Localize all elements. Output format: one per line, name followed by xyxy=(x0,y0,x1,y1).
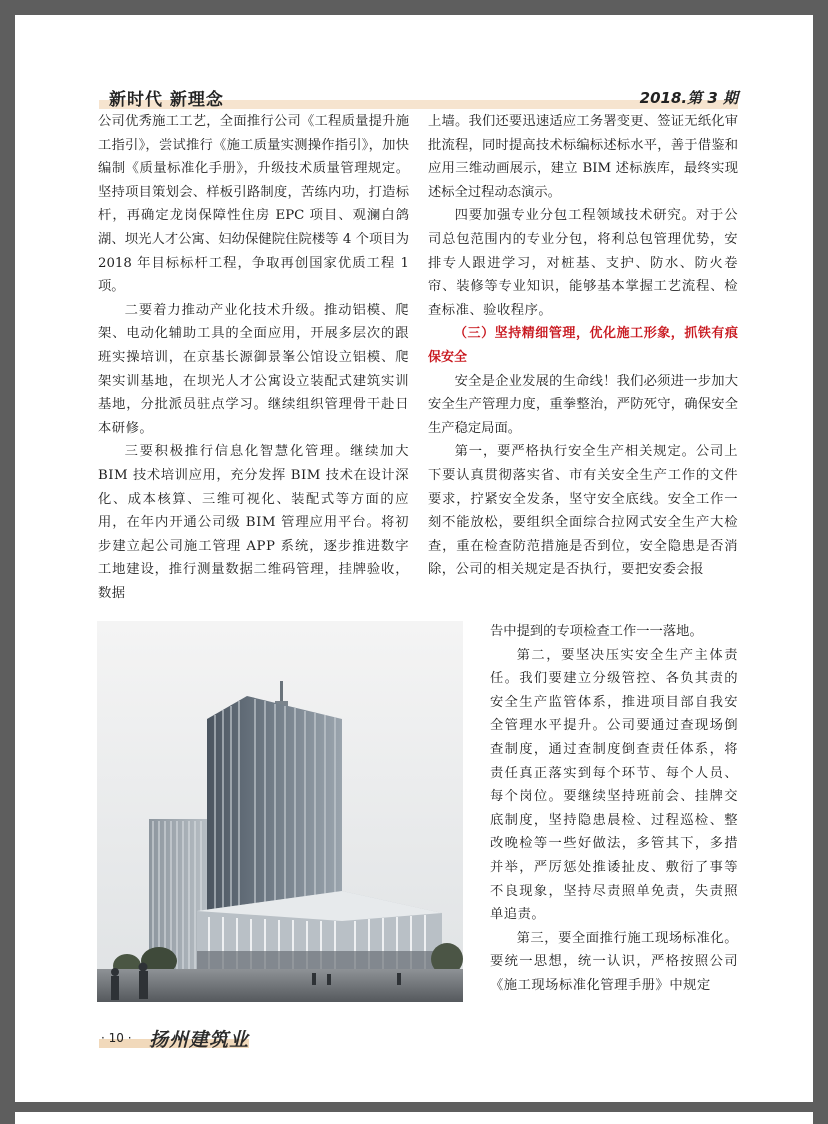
right-text-column-bottom xyxy=(490,620,738,998)
paragraph: 上墙。我们还要迅速适应工务署变更、签证无纸化审批流程，同时提高技术标编标述标水平，善于借鉴和应用三维动画展示，建立 BIM 述标族库，最终实现述标全过程动态演示。 xyxy=(428,114,738,200)
right-text-column-top xyxy=(428,110,738,582)
building-photo xyxy=(97,621,463,1002)
paragraph: 安全是企业发展的生命线！我们必须进一步加大安全生产管理力度，重拳整治，严防死守，确保安全生产稳定局面。 xyxy=(428,373,738,436)
magazine-name-logo: 扬州建筑业 xyxy=(149,1029,250,1051)
paragraph: 公司优秀施工工艺，全面推行公司《工程质量提升施工指引》，尝试推行《施工质量实测操作指引》，加快编制《质量标准化手册》，升级技术质量管理规定。坚持项目策划会、样板引路制度，苦练内功，打造标杆，再确定龙岗保障性住房 EPC 项目、观澜白鸽湖、坝光人才公寓、妇幼保健院住院楼等 4 个项目为 2018 年目标标杆工程，争取再创国家优质工程 1 项。 xyxy=(98,114,409,295)
paragraph: 第二，要坚决压实安全生产主体责任。我们要建立分级管控、各负其责的安全生产监管体系，推进项目部自我安全管理水平提升。公司要通过查现场倒查制度，通过查制度倒查责任体系，将责任真正落实到每个环节、每个人员、每个岗位。要继续坚持班前会、挂牌交底制度，坚持隐患晨检、过程巡检、整改晚检等一些好做法，多管其下，多措并举，严厉惩处推诿扯皮、敷衍了事等不良现象，坚持尽责照单免责，失责照单追责。 xyxy=(490,647,738,923)
next-page-edge xyxy=(15,1112,813,1124)
paragraph: 四要加强专业分包工程领域技术研究。对于公司总包范围内的专业分包，将利总包管理优势，安排专人跟进学习，对桩基、支护、防水、防火卷帘、装修等专业知识，能够基本掌握工艺流程、检查标准、验收程序。 xyxy=(428,208,738,318)
paragraph: 告中提到的专项检查工作一一落地。 xyxy=(490,624,703,639)
paragraph: 三要积极推行信息化智慧化管理。继续加大 BIM 技术培训应用，充分发挥 BIM 技术在设计深化、成本核算、三维可视化、装配式等方面的应用，在年内开通公司级 BIM 管理应用平台。将初步建立起公司施工管理 APP 系统，逐步推进数字工地建设，推行测量数据二维码管理，挂牌验收，数据 xyxy=(98,444,409,601)
paragraph: 第三，要全面推行施工现场标准化。要统一思想，统一认识，严格按照公司《施工现场标准化管理手册》中规定 xyxy=(490,930,738,993)
issue-number: 2018.第 3 期 xyxy=(639,89,738,107)
building-rendering-icon xyxy=(97,621,463,1002)
page-number: · 10 · xyxy=(101,1031,132,1045)
magazine-page xyxy=(15,15,813,1102)
paragraph: （三）坚持精细管理，优化施工形象，抓铁有痕保安全 xyxy=(428,326,738,365)
section-title: 新时代 新理念 xyxy=(109,90,224,110)
paragraph: 第一，要严格执行安全生产相关规定。公司上下要认真贯彻落实省、市有关安全生产工作的文件要求，拧紧安全发条，坚守安全底线。安全工作一刻不能放松，要组织全面综合拉网式安全生产大检查，重在检查防范措施是否到位，安全隐患是否消除，公司的相关规定是否执行，要把安委会报 xyxy=(428,444,738,578)
paragraph: 二要着力推动产业化技术升级。推动铝模、爬架、电动化辅助工具的全面应用，开展多层次的跟班实操培训，在京基长源御景峯公馆设立铝模、爬架实训基地，在坝光人才公寓设立装配式建筑实训基地，分批派员驻点学习。继续组织管理骨干赴日本研修。 xyxy=(98,302,409,436)
left-text-column xyxy=(98,110,409,605)
